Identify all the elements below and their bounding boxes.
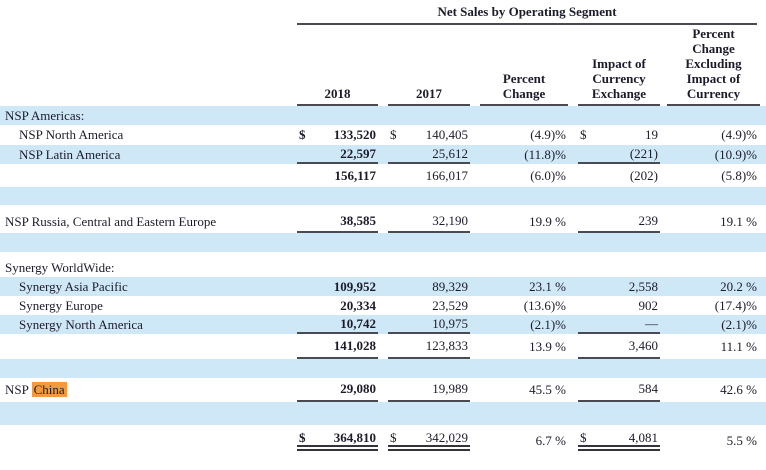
cell-2017: 89,329 [432,278,468,294]
table-row [0,145,766,164]
column-header-percent-change: Percent Change [480,71,568,106]
table-header-row [0,25,766,106]
cell-impact: (221) [578,145,660,164]
cell-2018: 29,080 [297,378,378,402]
cell-percent-change: (6.0)% [530,167,566,183]
table-row [0,277,766,296]
cell-percent-change: 19.9 % [529,214,566,229]
cell-2017: $ 140,405 [390,127,468,142]
cell-2017: 123,833 [388,334,470,359]
table-row-subtotal [0,334,766,359]
table-row [0,378,766,402]
cell-2018: 22,597 [297,145,378,164]
spacer-row [0,252,766,259]
dollar-sign: $ [299,127,306,142]
cell-percent-excluding: 5.5 % [726,433,757,448]
table-row-subtotal [0,164,766,187]
cell-percent-excluding: 42.6 % [720,382,757,397]
spacer-row [0,187,766,205]
cell-percent-change: 23.1 % [529,278,566,294]
column-header-percent-change-excluding: Percent Change Excluding Impact of Currency [667,26,760,106]
table-row [0,211,766,233]
cell-2018: $ 364,810 [297,431,378,451]
row-label: Synergy Europe [19,297,103,313]
dollar-sign: $ [390,127,397,142]
table-row [0,125,766,145]
cell-2018: 10,742 [297,315,378,334]
dollar-sign: $ [390,430,397,445]
cell-2018: $ 133,520 [299,127,376,142]
cell-2017: 19,989 [388,378,470,402]
cell-2017: 25,612 [388,145,470,164]
cell-2017: 32,190 [388,211,470,233]
cell-impact: 3,460 [578,334,660,359]
cell-impact: 584 [578,378,660,402]
row-label: NSP Russia, Central and Eastern Europe [5,214,217,229]
cell-percent-change: 6.7 % [535,433,566,448]
cell-percent-excluding: (4.9)% [721,127,757,142]
dollar-sign: $ [299,430,306,445]
cell-percent-change: (11.8)% [524,146,566,162]
cell-percent-change: 13.9 % [529,338,566,354]
cell-2017: $ 342,029 [388,431,470,451]
cell-impact: 239 [578,211,660,233]
cell-impact: $ 4,081 [578,431,660,451]
spacer-row [0,402,766,425]
cell-2017: 10,975 [388,315,470,334]
table-row [0,296,766,315]
table-title: Net Sales by Operating Segment [297,0,757,25]
table-row [0,315,766,334]
column-header-2017: 2017 [388,86,470,106]
cell-impact [578,315,660,334]
cell-impact: 2,558 [628,278,658,294]
row-label: NSP Americas: [5,107,85,123]
cell-2018: 109,952 [333,278,376,294]
cell-percent-change: 45.5 % [529,382,566,397]
cell-impact: 902 [638,297,658,313]
spacer-row [0,359,766,378]
cell-impact: (202) [629,167,658,183]
cell-percent-change: (4.9)% [530,127,566,142]
cell-impact: $ 19 [580,127,658,142]
column-header-2018: 2018 [297,86,378,106]
row-label: NSP North America [19,127,124,142]
table-row [0,259,766,277]
row-label: NSP China [5,382,65,397]
cell-2018: 20,334 [340,297,376,313]
row-label: Synergy North America [19,316,143,332]
row-label: Synergy WorldWide: [5,260,115,275]
dollar-sign: $ [580,430,587,445]
cell-percent-change: (13.6)% [523,297,566,313]
spacer-row [0,233,766,252]
table-row [0,106,766,125]
cell-percent-excluding: (2.1)% [721,316,757,332]
cell-percent-excluding: 19.1 % [720,214,757,229]
search-highlight: China [33,382,65,397]
cell-percent-excluding: (10.9)% [714,146,757,162]
table-row-total [0,431,766,451]
column-header-impact-currency: Impact of Currency Exchange [578,56,660,106]
row-label: Synergy Asia Pacific [19,278,128,294]
cell-2017: 166,017 [425,167,468,183]
dollar-sign: $ [580,127,587,142]
cell-percent-change: (2.1)% [530,316,566,332]
row-label: NSP Latin America [19,146,121,162]
cell-2018: 141,028 [297,334,378,359]
cell-2018: 156,117 [334,167,376,183]
cell-percent-excluding: (17.4)% [714,297,757,313]
cell-2017: 23,529 [432,297,468,313]
cell-percent-excluding: 11.1 % [720,338,757,354]
em-dash: — [645,315,658,331]
cell-percent-excluding: (5.8)% [721,167,757,183]
cell-percent-excluding: 20.2 % [720,278,757,294]
cell-2018: 38,585 [297,211,378,233]
